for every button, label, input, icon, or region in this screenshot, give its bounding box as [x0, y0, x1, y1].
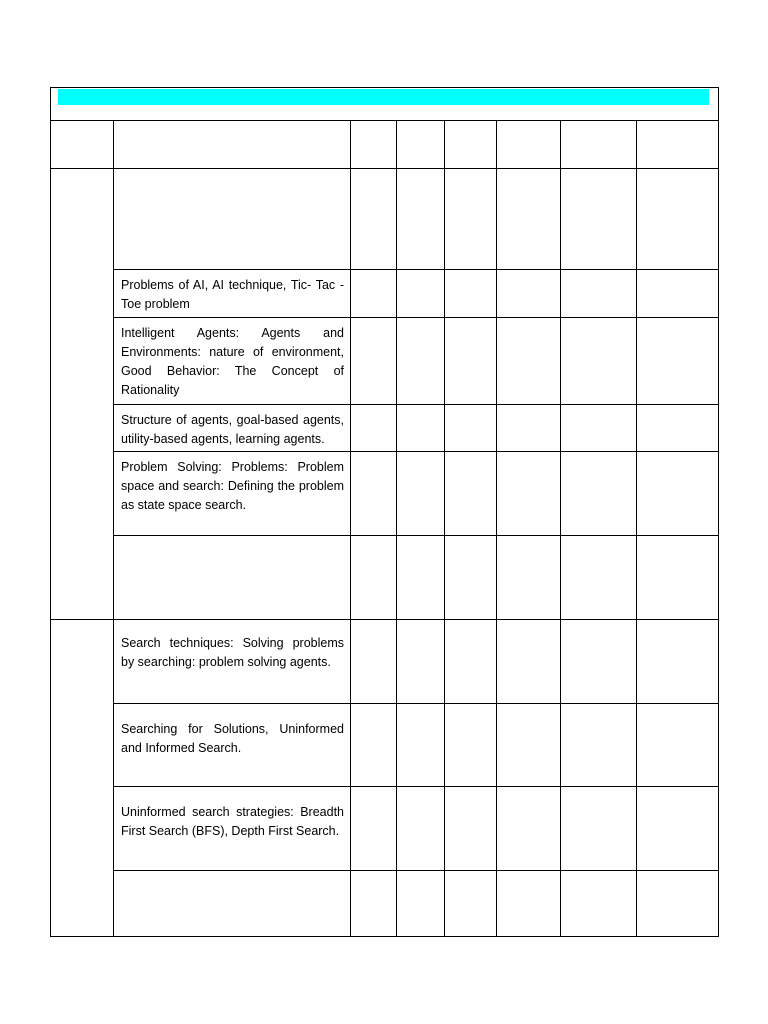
empty-cell [351, 270, 397, 318]
title-cell [51, 88, 719, 121]
topic-cell [114, 318, 351, 405]
empty-cell [637, 405, 719, 452]
empty-cell [497, 270, 561, 318]
empty-cell [351, 318, 397, 405]
table-row [51, 787, 719, 871]
empty-cell [351, 871, 397, 937]
empty-cell [351, 536, 397, 620]
table-row [51, 871, 719, 937]
table-row [51, 405, 719, 452]
unit-cell-1 [51, 169, 114, 620]
topic-cell [114, 270, 351, 318]
unit-cell-2 [51, 620, 114, 937]
empty-cell [445, 270, 497, 318]
empty-cell [497, 405, 561, 452]
topic-text: Problems of AI, AI technique, Tic- Tac -Toe problem [121, 278, 344, 311]
empty-cell [497, 787, 561, 871]
topic-text: Problem Solving: Problems: Problem space and search: Defining the problem as state space search. [121, 460, 344, 512]
topic-text: Intelligent Agents: Agents and Environments: nature of environment, Good Behavior: The Concept of Rationality [121, 326, 344, 397]
empty-cell [637, 787, 719, 871]
empty-cell [351, 620, 397, 704]
empty-cell [445, 405, 497, 452]
empty-cell [561, 270, 637, 318]
topic-text: Search techniques: Solving problems by searching: problem solving agents. [121, 636, 344, 669]
header-cell-col6 [497, 121, 561, 169]
empty-cell [637, 318, 719, 405]
header-row [51, 121, 719, 169]
table-row [51, 318, 719, 405]
empty-cell [351, 169, 397, 270]
empty-cell [397, 536, 445, 620]
table-row [51, 169, 719, 270]
empty-cell [397, 270, 445, 318]
topic-text: Structure of agents, goal-based agents, utility-based agents, learning agents. [121, 413, 344, 446]
empty-cell [497, 536, 561, 620]
table-row [51, 536, 719, 620]
empty-cell [561, 704, 637, 787]
empty-cell [637, 536, 719, 620]
topic-cell [114, 169, 351, 270]
header-cell-col7 [561, 121, 637, 169]
empty-cell [445, 704, 497, 787]
empty-cell [351, 704, 397, 787]
empty-cell [637, 169, 719, 270]
empty-cell [445, 620, 497, 704]
topic-text [114, 871, 350, 877]
empty-cell [497, 620, 561, 704]
header-cell-col3 [351, 121, 397, 169]
empty-cell [637, 871, 719, 937]
table-row [51, 270, 719, 318]
empty-cell [397, 787, 445, 871]
table-row [51, 452, 719, 536]
header-cell-col8 [637, 121, 719, 169]
empty-cell [561, 620, 637, 704]
empty-cell [561, 787, 637, 871]
empty-cell [351, 787, 397, 871]
title-band [58, 89, 709, 105]
empty-cell [397, 871, 445, 937]
empty-cell [397, 169, 445, 270]
topic-cell [114, 452, 351, 536]
empty-cell [637, 704, 719, 787]
header-cell-unit [51, 121, 114, 169]
empty-cell [561, 452, 637, 536]
empty-cell [445, 871, 497, 937]
lesson-plan-table [50, 87, 719, 937]
header-cell-col4 [397, 121, 445, 169]
empty-cell [497, 871, 561, 937]
empty-cell [445, 536, 497, 620]
table-row [51, 620, 719, 704]
empty-cell [561, 536, 637, 620]
empty-cell [445, 787, 497, 871]
empty-cell [637, 620, 719, 704]
empty-cell [397, 452, 445, 536]
topic-cell [114, 536, 351, 620]
empty-cell [497, 318, 561, 405]
empty-cell [397, 704, 445, 787]
empty-cell [561, 169, 637, 270]
empty-cell [561, 871, 637, 937]
empty-cell [561, 405, 637, 452]
empty-cell [445, 452, 497, 536]
header-cell-col5 [445, 121, 497, 169]
topic-text: Uninformed search strategies: Breadth First Search (BFS), Depth First Search. [121, 805, 344, 838]
empty-cell [637, 270, 719, 318]
topic-text: Searching for Solutions, Uninformed and Informed Search. [121, 722, 344, 755]
empty-cell [397, 318, 445, 405]
empty-cell [445, 318, 497, 405]
empty-cell [497, 169, 561, 270]
empty-cell [497, 452, 561, 536]
empty-cell [351, 405, 397, 452]
topic-cell [114, 405, 351, 452]
empty-cell [397, 405, 445, 452]
topic-cell [114, 787, 351, 871]
header-cell-topic [114, 121, 351, 169]
empty-cell [561, 318, 637, 405]
topic-cell [114, 704, 351, 787]
topic-cell [114, 871, 351, 937]
topic-cell [114, 620, 351, 704]
topic-text [114, 536, 350, 542]
empty-cell [445, 169, 497, 270]
empty-cell [497, 704, 561, 787]
topic-text [114, 169, 350, 175]
empty-cell [637, 452, 719, 536]
table-row [51, 704, 719, 787]
empty-cell [351, 452, 397, 536]
empty-cell [397, 620, 445, 704]
title-row [51, 88, 719, 121]
